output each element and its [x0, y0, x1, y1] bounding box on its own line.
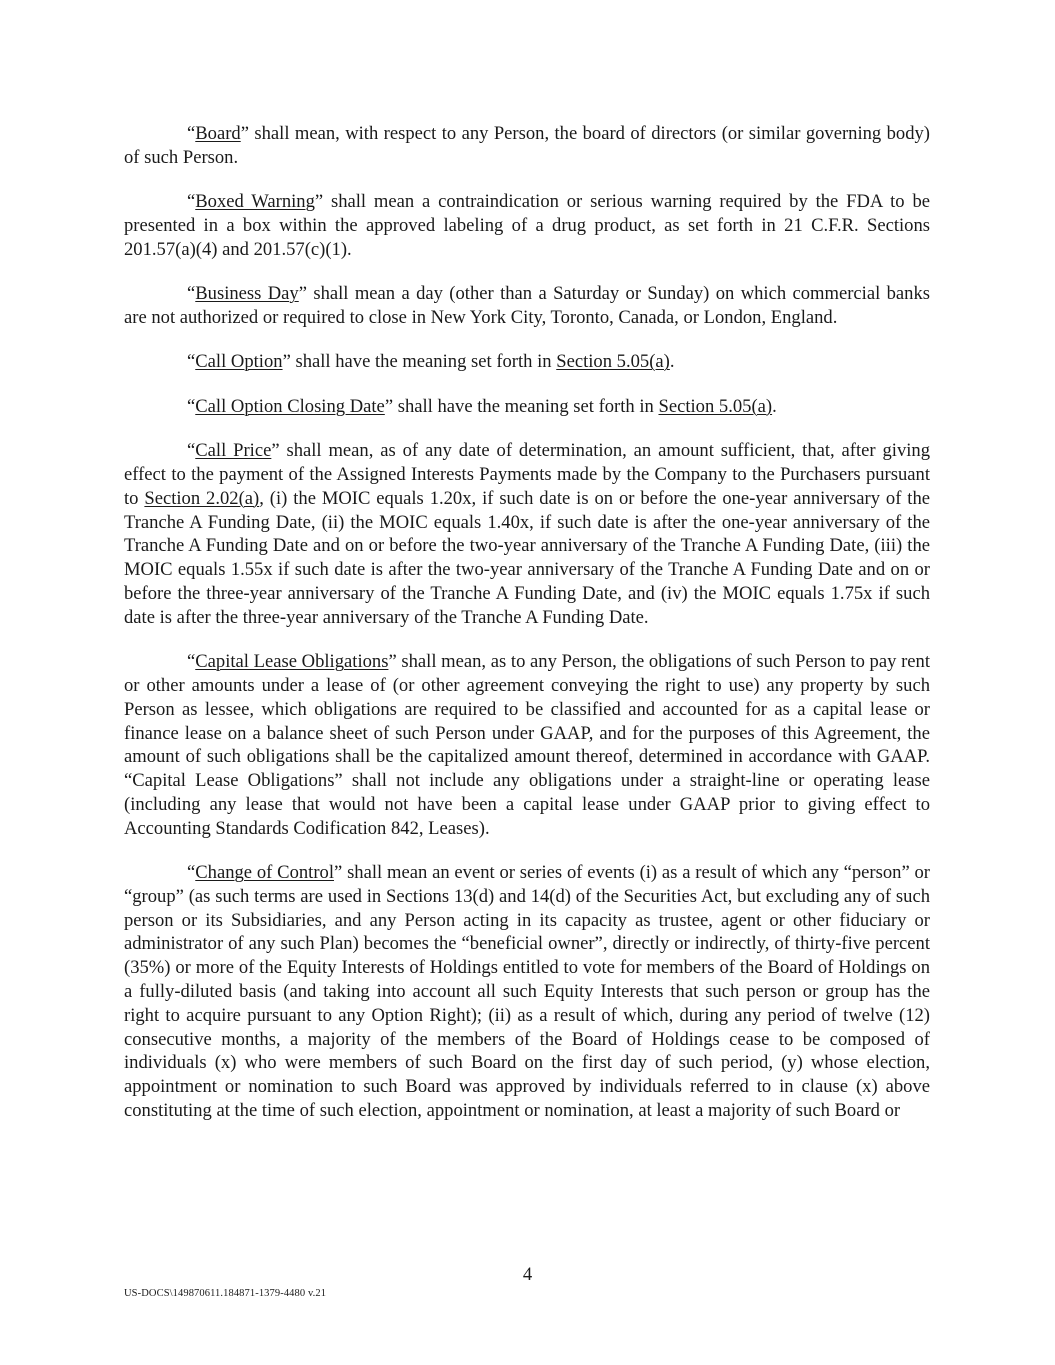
definition-boxed-warning: “Boxed Warning” shall mean a contraindication or serious warning required by the FDA to be presented in a box within the approved labeling of a drug product, as set forth in 21 C.F.R. Sections 201.57(a)(4) and 201.57(c)(1). — [124, 191, 930, 260]
section-reference: Section 2.02(a) — [144, 487, 260, 509]
document-id: US-DOCS\149870611.184871-1379-4480 v.21 — [124, 1288, 327, 1299]
definition-change-of-control: “Change of Control” shall mean an event or series of events (i) as a result of which any “person” or “group” (as such terms are used in Sections 13(d) and 14(d) of the Securities Act, but excluding any of such person or its Subsidiaries, and any Person acting in its capacity as trustee, agent or other fiduciary or administrator of any such Plan) becomes the “beneficial owner”, directly or indirectly, of thirty-five percent (35%) or more of the Equity Interests of Holdings entitled to vote for members of the Board of Holdings on a fully-diluted basis (and taking into account all such Equity Interests that such person or group has the right to acquire pursuant to any Option Right); (ii) as a result of which, during any period of twelve (12) consecutive months, a majority of the members of the Board of Holdings cease to be composed of individuals (x) who were members of such Board on the first day of such period, (y) whose election, appointment or nomination to such Board was approved by individuals referred to in clause (x) above constituting at the time of such election, appointment or nomination, at least a majority of such Board or — [124, 862, 930, 1122]
definition-call-option-closing-date: “Call Option Closing Date” shall have the meaning set forth in Section 5.05(a). — [187, 395, 777, 417]
definition-call-price: “Call Price” shall mean, as of any date of determination, an amount sufficient, that, after giving effect to the payment of the Assigned Interests Payments made by the Company to the Purchasers pursuant to Section 2.02(a), (i) the MOIC equals 1.20x, if such date is on or before the one-year anniversary of the Tranche A Funding Date, (ii) the MOIC equals 1.40x, if such date is after the one-year anniversary of the Tranche A Funding Date and on or before the two-year anniversary of the Tranche A Funding Date, (iii) the MOIC equals 1.55x if such date is after the two-year anniversary of the Tranche A Funding Date and on or before the three-year anniversary of the Tranche A Funding Date, and (iv) the MOIC equals 1.75x if such date is after the three-year anniversary of the Tranche A Funding Date. — [124, 440, 931, 628]
definition-call-option: “Call Option” shall have the meaning set forth in Section 5.05(a). — [187, 351, 675, 373]
defined-term: Call Option — [195, 351, 283, 373]
defined-term: Board — [195, 123, 241, 144]
defined-term: Call Option Closing Date — [195, 395, 385, 417]
defined-term: Business Day — [195, 283, 299, 305]
defined-term: Capital Lease Obligations — [195, 651, 389, 673]
defined-term: Call Price — [195, 440, 272, 462]
definition-business-day: “Business Day” shall mean a day (other than a Saturday or Sunday) on which commercial banks are not authorized or required to close in New York City, Toronto, Canada, or London, England. — [124, 283, 930, 328]
definition-capital-lease-obligations: “Capital Lease Obligations” shall mean, as to any Person, the obligations of such Person to pay rent or other amounts under a lease of (or other agreement conveying the right to use) any property by such Person as lessee, which obligations are required to be classified and accounted for as a capital lease or finance lease on a balance sheet of such Person under GAAP, and for the purposes of this Agreement, the amount of such obligations shall be the capitalized amount thereof, determined in accordance with GAAP. “Capital Lease Obligations” shall not include any obligations under a straight-line or operating lease (including any lease that would not have been a capital lease under GAAP prior to giving effect to Accounting Standards Codification 842, Leases). — [124, 651, 930, 839]
definition-board: “Board” shall mean, with respect to any Person, the board of directors (or similar governing body) of such Person. — [124, 123, 930, 168]
defined-term: Change of Control — [195, 862, 334, 884]
section-reference: Section 5.05(a) — [556, 351, 670, 373]
defined-term: Boxed Warning — [195, 191, 315, 213]
document-body — [124, 122, 930, 1143]
page-number: 4 — [522, 1264, 533, 1285]
section-reference: Section 5.05(a) — [658, 395, 773, 417]
